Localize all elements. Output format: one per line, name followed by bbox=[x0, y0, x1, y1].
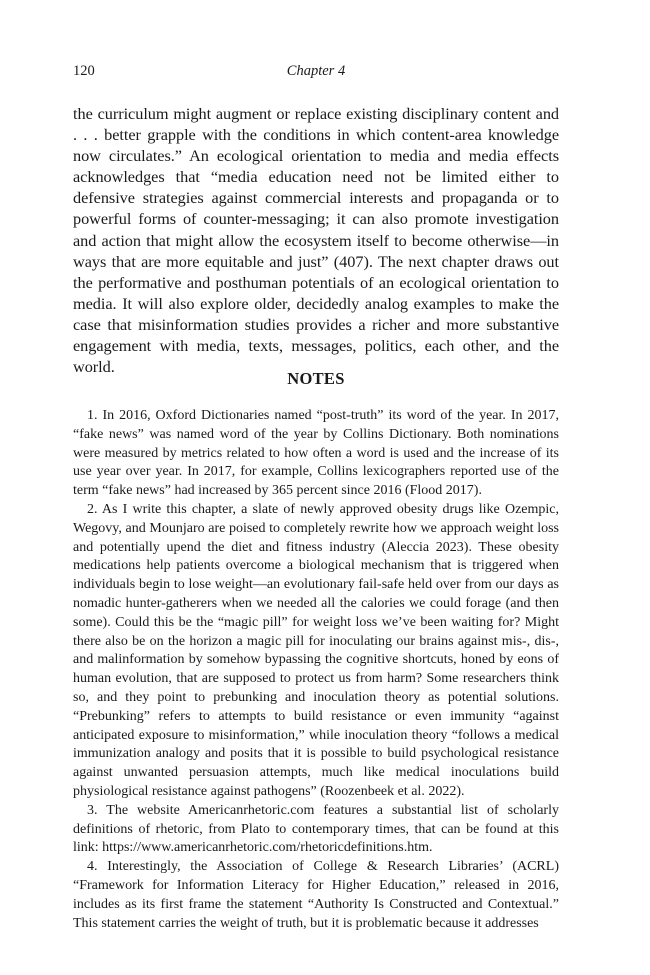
chapter-title: Chapter 4 bbox=[286, 63, 346, 79]
page-number: 120 bbox=[73, 63, 95, 79]
body-paragraph: the curriculum might augment or replace existing disciplinary content and . . . better grapple with the conditions in which content-area knowledge now circulates.” An ecological orientation to media and media effects acknowledges that “media education need not be limited either to defensive strategies against commercial interests and propaganda or to powerful forms of counter-messaging; it can also promote investigation and action that might allow the ecosystem itself to become otherwise—in ways that are more equitable and just” (407). The next chapter draws out the performative and posthuman potentials of an ecological orientation to media. It will also explore older, decidedly analog examples to make the case that misinformation studies provides a richer and more substantive engagement with media, texts, messages, politics, each other, and the world. bbox=[73, 104, 559, 377]
notes-list bbox=[73, 407, 559, 933]
note-3: 3. The website Americanrhetoric.com features a substantial list of scholarly definitions of rhetoric, from Plato to contemporary times, that can be found at this link: https://www.americanrhetoric.com/rhetoricdefinitions.htm. bbox=[73, 802, 559, 856]
notes-heading: NOTES bbox=[287, 369, 345, 388]
note-2: 2. As I write this chapter, a slate of newly approved obesity drugs like Ozempic, Wegovy, and Mounjaro are poised to completely rewrite how we approach weight loss and potentially upend the diet and fitness industry (Aleccia 2023). These obesity medications help patients overcome a biological mechanism that is triggered when individuals begin to lose weight—an evolutionary fail-safe held over from our days as nomadic hunter-gatherers when we needed all the calories we could forage (and then some). Could this be the “magic pill” for weight loss we’ve been waiting for? Might there also be on the horizon a magic pill for inoculating our brains against mis-, dis-, and malinformation by somehow bypassing the cognitive shortcuts, honed by eons of human evolution, that are supposed to protect us from harm? Some researchers think so, and they point to prebunking and inoculation theory as potential solutions. “Prebunking” refers to attempts to build resistance or even immunity “against anticipated exposure to misinformation,” while inoculation theory “follows a medical immunization analogy and posits that it is possible to build psychological resistance against unwanted persuasion attempts, much like medical inoculations build physiological resistance against pathogens” (Roozenbeek et al. 2022). bbox=[73, 501, 559, 799]
note-4: 4. Interestingly, the Association of College & Research Libraries’ (ACRL) “Framework for Information Literacy for Higher Education,” released in 2016, includes as its first frame the statement “Authority Is Constructed and Contextual.” This statement carries the weight of truth, but it is problematic because it addresses bbox=[73, 859, 559, 931]
running-head bbox=[73, 63, 559, 85]
note-1: 1. In 2016, Oxford Dictionaries named “post-truth” its word of the year. In 2017, “fake news” was named word of the year by Collins Dictionary. Both nominations were measured by metrics related to how often a word is used and the increase of its use year over year. In 2017, for example, Collins lexicographers reported use of the term “fake news” had increased by 365 percent since 2016 (Flood 2017). bbox=[73, 408, 559, 499]
